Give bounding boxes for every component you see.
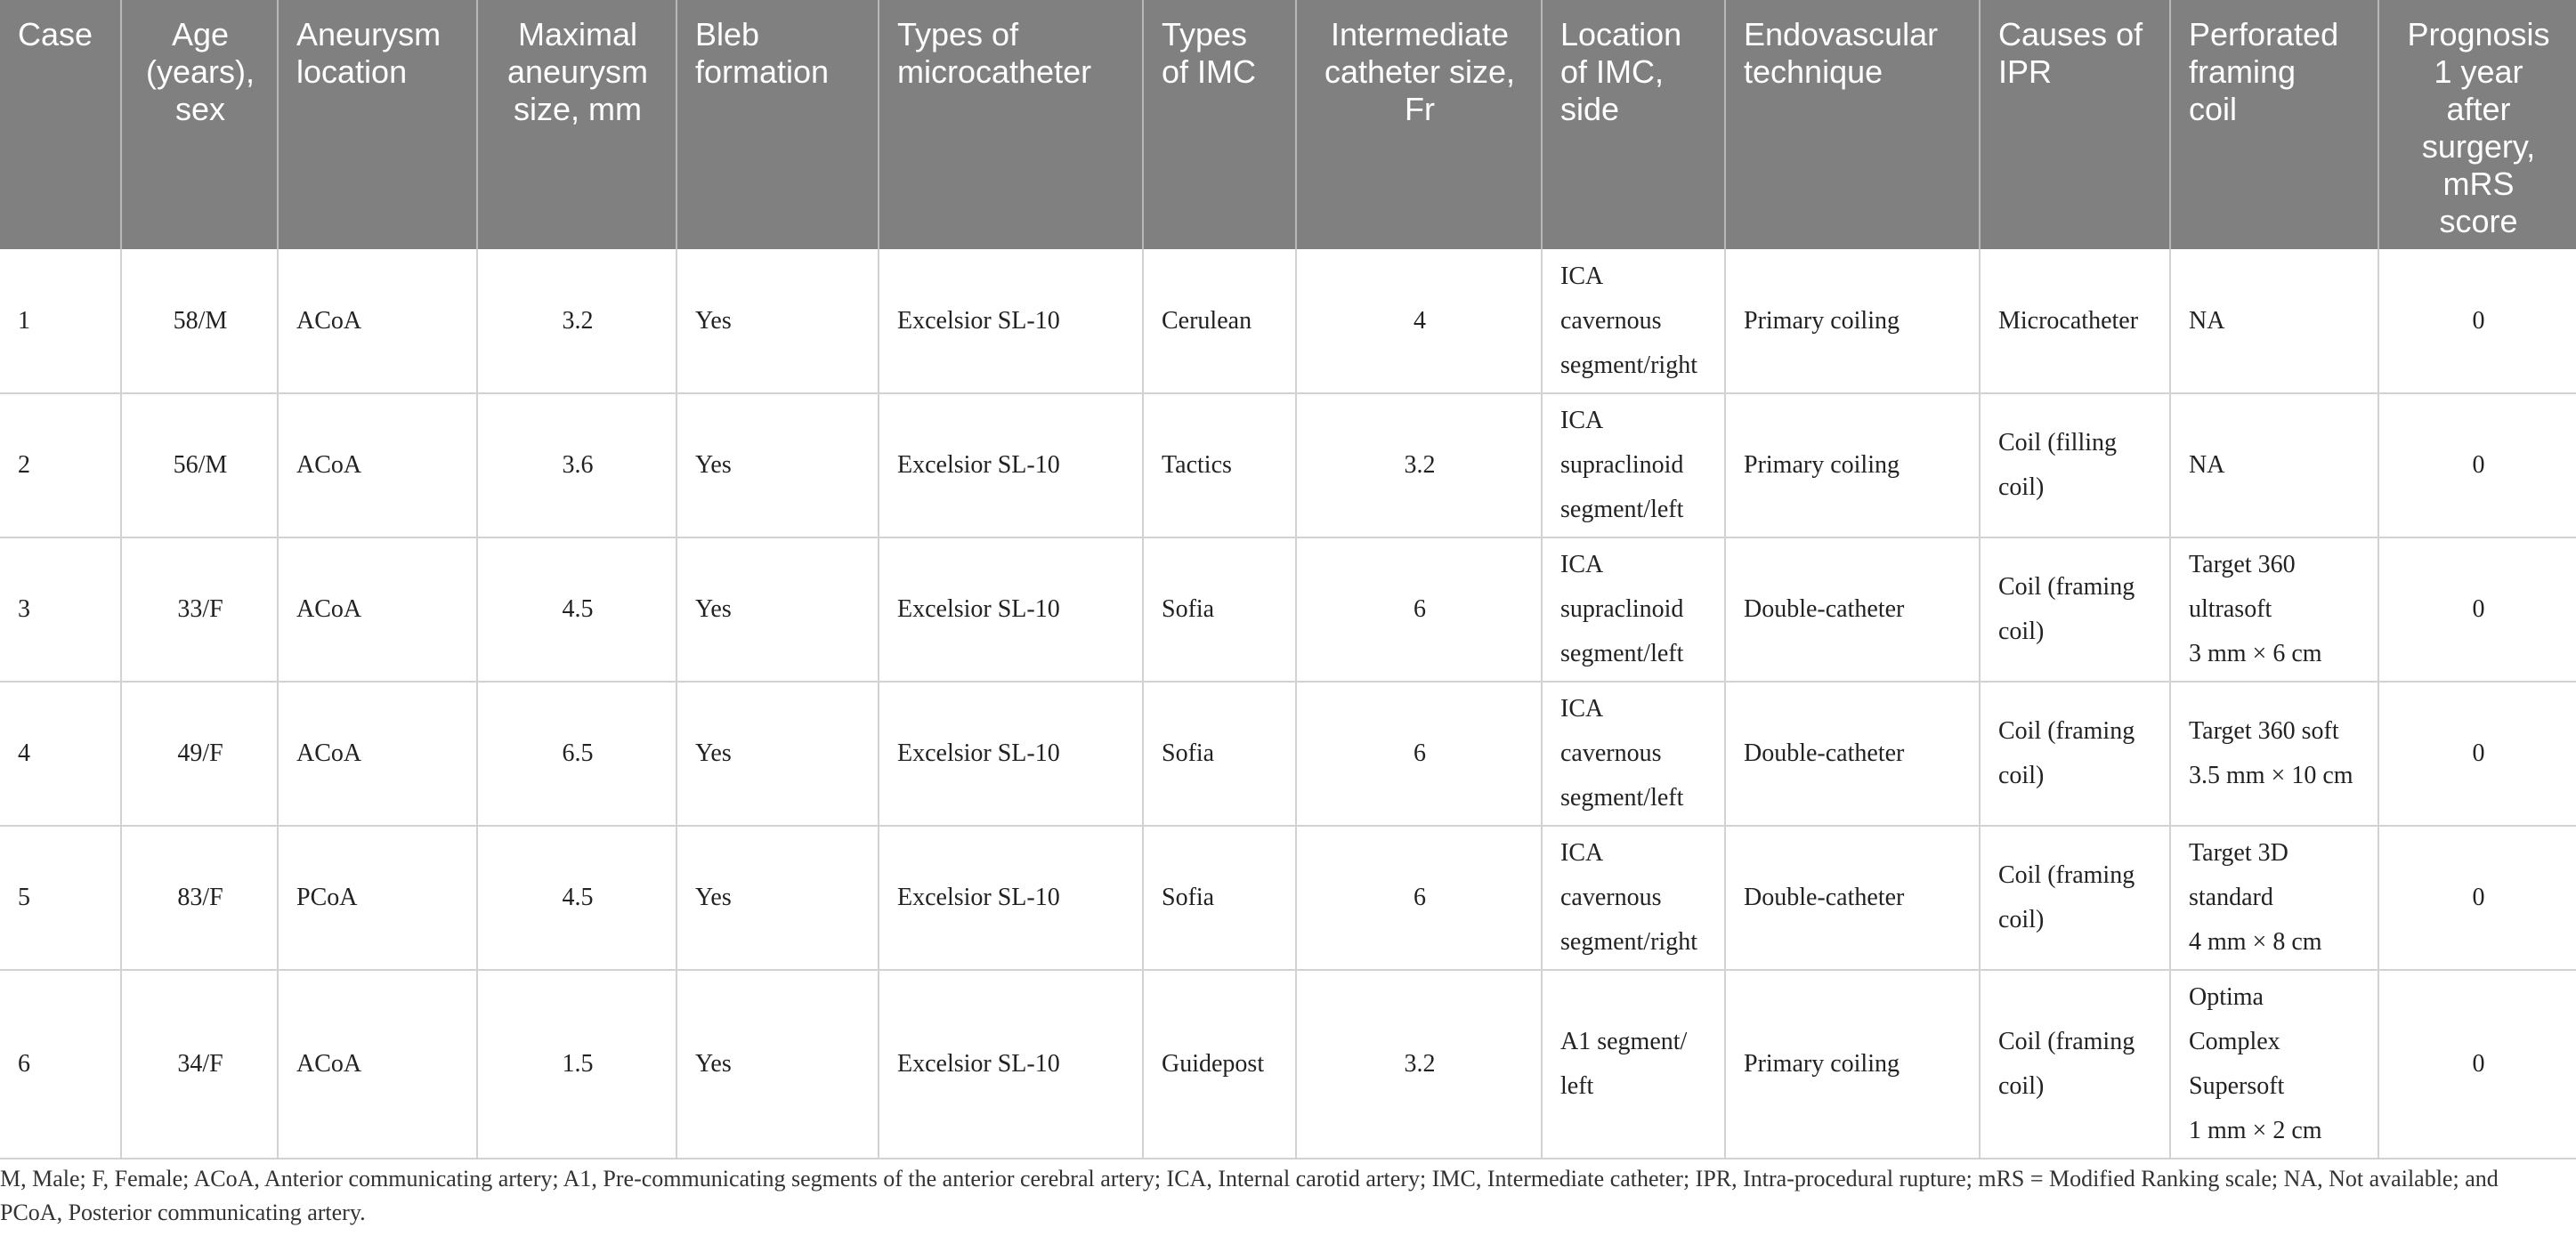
- cell-imc-type: Sofia: [1143, 537, 1296, 682]
- cell-microcatheter-type: Excelsior SL-10: [879, 393, 1143, 537]
- table-row: [0, 682, 2576, 826]
- cell-maximal-size: 3.6: [477, 393, 676, 537]
- cell-imc-location: A1 segment/ left: [1542, 970, 1725, 1159]
- cell-maximal-size: 6.5: [477, 682, 676, 826]
- cell-case: 4: [0, 682, 121, 826]
- header-imc-location: Location of IMC, side: [1542, 0, 1725, 249]
- cell-age-sex: 33/F: [121, 537, 278, 682]
- header-prognosis: Prognosis 1 year after surgery, mRS score: [2378, 0, 2576, 249]
- cell-case: 5: [0, 826, 121, 970]
- cell-intermediate-catheter-size: 3.2: [1296, 970, 1542, 1159]
- cell-bleb-formation: Yes: [676, 682, 879, 826]
- cell-imc-location: ICA supraclinoid segment/left: [1542, 537, 1725, 682]
- header-maximal-size: Maximal aneurysm size, mm: [477, 0, 676, 249]
- header-case: Case: [0, 0, 121, 249]
- cell-intermediate-catheter-size: 6: [1296, 826, 1542, 970]
- cell-intermediate-catheter-size: 4: [1296, 249, 1542, 393]
- cell-maximal-size: 3.2: [477, 249, 676, 393]
- cell-aneurysm-location: ACoA: [278, 249, 477, 393]
- cell-ipr-cause: Coil (framing coil): [1980, 970, 2170, 1159]
- cell-prognosis: 0: [2378, 826, 2576, 970]
- cell-imc-location: ICA cavernous segment/right: [1542, 826, 1725, 970]
- cell-case: 1: [0, 249, 121, 393]
- cell-age-sex: 58/M: [121, 249, 278, 393]
- cell-maximal-size: 1.5: [477, 970, 676, 1159]
- cell-endovascular-technique: Primary coiling: [1725, 393, 1980, 537]
- cell-age-sex: 34/F: [121, 970, 278, 1159]
- cell-age-sex: 49/F: [121, 682, 278, 826]
- header-perforated-coil: Perforated framing coil: [2170, 0, 2378, 249]
- cell-maximal-size: 4.5: [477, 537, 676, 682]
- cell-perforated-coil: Optima Complex Supersoft 1 mm × 2 cm: [2170, 970, 2378, 1159]
- cell-age-sex: 56/M: [121, 393, 278, 537]
- header-ipr-cause: Causes of IPR: [1980, 0, 2170, 249]
- table-row: [0, 249, 2576, 393]
- cell-imc-type: Tactics: [1143, 393, 1296, 537]
- table-row: [0, 537, 2576, 682]
- header-intermediate-catheter-size: Intermediate catheter size, Fr: [1296, 0, 1542, 249]
- cell-intermediate-catheter-size: 6: [1296, 682, 1542, 826]
- cell-microcatheter-type: Excelsior SL-10: [879, 970, 1143, 1159]
- header-endovascular-technique: Endovascular technique: [1725, 0, 1980, 249]
- table-footnote: M, Male; F, Female; ACoA, Anterior communicating artery; A1, Pre-communicating segments of the anterior cerebral artery; ICA, Internal carotid artery; IMC, Intermediate catheter; IPR, Intra-procedural rupture; mRS = Modified Ranking scale; NA, Not available; and PCoA, Posterior communicating artery.: [0, 1166, 2499, 1225]
- cell-ipr-cause: Coil (filling coil): [1980, 393, 2170, 537]
- cell-aneurysm-location: ACoA: [278, 393, 477, 537]
- cell-microcatheter-type: Excelsior SL-10: [879, 826, 1143, 970]
- cell-maximal-size: 4.5: [477, 826, 676, 970]
- cell-imc-location: ICA cavernous segment/left: [1542, 682, 1725, 826]
- cell-aneurysm-location: ACoA: [278, 537, 477, 682]
- cell-ipr-cause: Coil (framing coil): [1980, 537, 2170, 682]
- table-row: [0, 393, 2576, 537]
- header-imc-type: Types of IMC: [1143, 0, 1296, 249]
- cell-perforated-coil: Target 360 soft 3.5 mm × 10 cm: [2170, 682, 2378, 826]
- cell-case: 3: [0, 537, 121, 682]
- cell-microcatheter-type: Excelsior SL-10: [879, 249, 1143, 393]
- cell-imc-type: Guidepost: [1143, 970, 1296, 1159]
- header-aneurysm-location: Aneurysm location: [278, 0, 477, 249]
- cell-case: 2: [0, 393, 121, 537]
- header-age-sex: Age (years), sex: [121, 0, 278, 249]
- cell-perforated-coil: NA: [2170, 249, 2378, 393]
- cell-aneurysm-location: ACoA: [278, 970, 477, 1159]
- cell-bleb-formation: Yes: [676, 970, 879, 1159]
- cell-imc-location: ICA supraclinoid segment/left: [1542, 393, 1725, 537]
- cell-intermediate-catheter-size: 6: [1296, 537, 1542, 682]
- table-row: [0, 970, 2576, 1159]
- header-bleb-formation: Bleb formation: [676, 0, 879, 249]
- cell-bleb-formation: Yes: [676, 249, 879, 393]
- cell-prognosis: 0: [2378, 393, 2576, 537]
- cell-perforated-coil: NA: [2170, 393, 2378, 537]
- cell-prognosis: 0: [2378, 249, 2576, 393]
- cell-prognosis: 0: [2378, 970, 2576, 1159]
- cell-perforated-coil: Target 3D standard 4 mm × 8 cm: [2170, 826, 2378, 970]
- cell-endovascular-technique: Double-catheter: [1725, 682, 1980, 826]
- cell-ipr-cause: Coil (framing coil): [1980, 826, 2170, 970]
- cell-bleb-formation: Yes: [676, 537, 879, 682]
- cell-endovascular-technique: Primary coiling: [1725, 249, 1980, 393]
- header-row: [0, 0, 2576, 249]
- cell-bleb-formation: Yes: [676, 393, 879, 537]
- cell-prognosis: 0: [2378, 682, 2576, 826]
- cell-prognosis: 0: [2378, 537, 2576, 682]
- cell-ipr-cause: Microcatheter: [1980, 249, 2170, 393]
- cell-imc-type: Sofia: [1143, 826, 1296, 970]
- cell-imc-location: ICA cavernous segment/right: [1542, 249, 1725, 393]
- cell-microcatheter-type: Excelsior SL-10: [879, 537, 1143, 682]
- cell-case: 6: [0, 970, 121, 1159]
- cell-perforated-coil: Target 360 ultrasoft 3 mm × 6 cm: [2170, 537, 2378, 682]
- cell-age-sex: 83/F: [121, 826, 278, 970]
- cell-endovascular-technique: Double-catheter: [1725, 826, 1980, 970]
- cell-endovascular-technique: Primary coiling: [1725, 970, 1980, 1159]
- table-row: [0, 826, 2576, 970]
- cell-aneurysm-location: PCoA: [278, 826, 477, 970]
- cell-ipr-cause: Coil (framing coil): [1980, 682, 2170, 826]
- cell-endovascular-technique: Double-catheter: [1725, 537, 1980, 682]
- cell-intermediate-catheter-size: 3.2: [1296, 393, 1542, 537]
- cell-imc-type: Sofia: [1143, 682, 1296, 826]
- header-microcatheter-type: Types of microcatheter: [879, 0, 1143, 249]
- cell-aneurysm-location: ACoA: [278, 682, 477, 826]
- cell-imc-type: Cerulean: [1143, 249, 1296, 393]
- cell-bleb-formation: Yes: [676, 826, 879, 970]
- cell-microcatheter-type: Excelsior SL-10: [879, 682, 1143, 826]
